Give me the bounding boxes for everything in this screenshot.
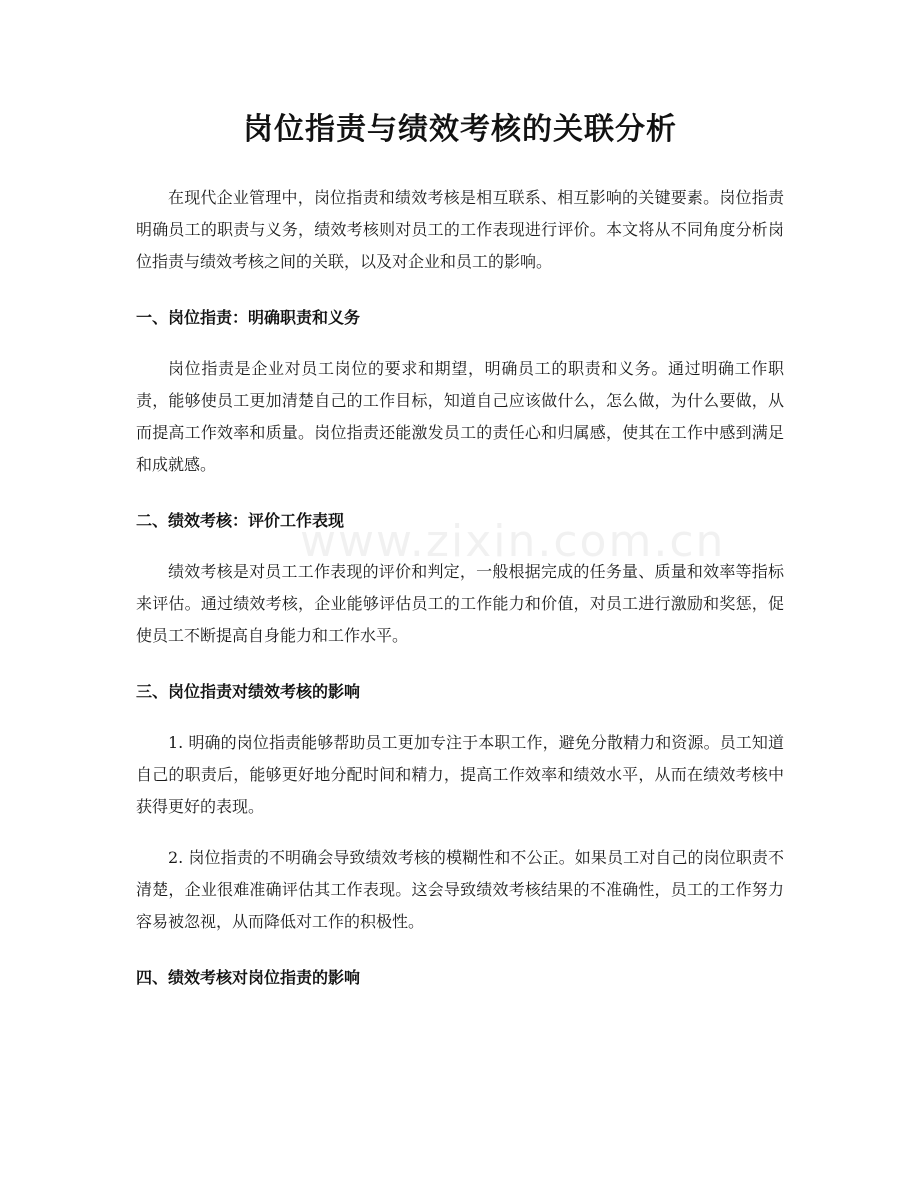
watermark: www.zixin.com.cn — [300, 516, 726, 567]
section-paragraph: 绩效考核是对员工工作表现的评价和判定，一般根据完成的任务量、质量和效率等指标来评估。通过绩效考核，企业能够评估员工的工作能力和价值，对员工进行激励和奖惩，促使员工不断提高自身能力和工作水平。 — [136, 562, 784, 645]
section-paragraph: 2. 岗位指责的不明确会导致绩效考核的模糊性和不公正。如果员工对自己的岗位职责不清楚，企业很难准确评估其工作表现。这会导致绩效考核结果的不准确性，员工的工作努力容易被忽视，从而降低对工作的积极性。 — [136, 848, 784, 931]
section-heading: 二、绩效考核：评价工作表现 — [136, 511, 345, 530]
section-paragraph: 岗位指责是企业对员工岗位的要求和期望，明确员工的职责和义务。通过明确工作职责，能够使员工更加清楚自己的工作目标，知道自己应该做什么，怎么做，为什么要做，从而提高工作效率和质量。岗位指责还能激发员工的责任心和归属感，使其在工作中感到满足和成就感。 — [136, 359, 784, 474]
document-title: 岗位指责与绩效考核的关联分析 — [243, 112, 677, 147]
intro-paragraph: 在现代企业管理中，岗位指责和绩效考核是相互联系、相互影响的关键要素。岗位指责明确员工的职责与义务，绩效考核则对员工的工作表现进行评价。本文将从不同角度分析岗位指责与绩效考核之间的关联，以及对企业和员工的影响。 — [136, 188, 784, 271]
section-paragraph: 1. 明确的岗位指责能够帮助员工更加专注于本职工作，避免分散精力和资源。员工知道自己的职责后，能够更好地分配时间和精力，提高工作效率和绩效水平，从而在绩效考核中获得更好的表现。 — [136, 733, 784, 816]
section-heading: 三、岗位指责对绩效考核的影响 — [136, 682, 361, 701]
document-body — [136, 182, 784, 994]
section-heading: 四、绩效考核对岗位指责的影响 — [136, 968, 361, 987]
section-heading: 一、岗位指责：明确职责和义务 — [136, 308, 361, 327]
